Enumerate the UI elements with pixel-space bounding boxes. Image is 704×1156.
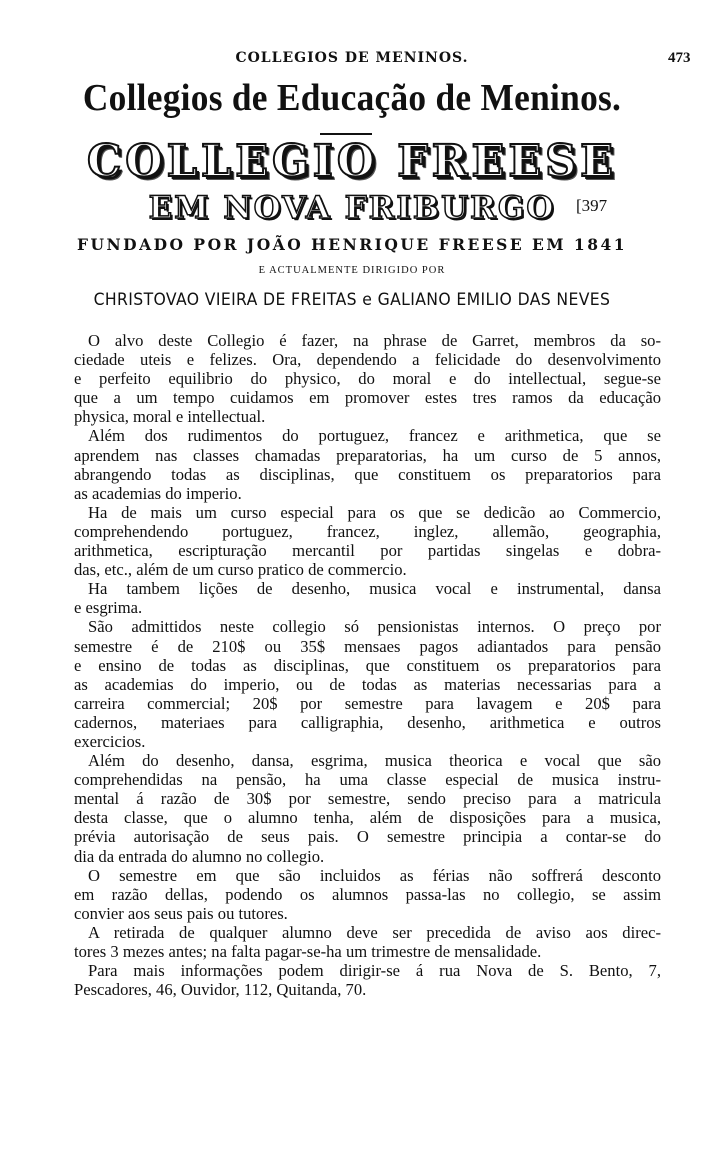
text-line: cadernos, materiaes para calligraphia, desenho, arithmetica e outros [74,712,661,732]
text-line: exercicios. [74,731,146,751]
text-line: aprendem nas classes chamadas preparatorias, ha um curso de 5 annos, [74,445,661,465]
body-text [74,331,661,999]
text-line: Para mais informações podem dirigir-se á rua Nova de S. Bento, 7, [88,961,661,981]
location-heading: EM NOVA FRIBURGO [148,190,556,226]
text-line: comprehendendo portuguez, francez, inglez, allemão, geographia, [74,521,661,541]
text-line: prévia autorisação de seus pais. O semestre principia a contar-se do [74,827,661,847]
paragraph [74,961,661,999]
paragraph [74,426,661,502]
text-line: physica, moral e intellectual. [74,407,266,427]
text-line: Além dos rudimentos do portuguez, francez e arithmetica, que se [88,426,661,446]
text-line: desta classe, que o alumno tenha, além de disposições para a musica, [74,808,661,828]
text-line: Pescadores, 46, Ouvidor, 112, Quitanda, 70. [74,980,367,1000]
text-line: Ha de mais um curso especial para os que se dedicão ao Commercio, [88,502,661,522]
directed-by-line: E ACTUALMENTE DIRIGIDO POR [258,265,446,276]
text-line: as academias do imperio, ou de todas as materias necessarias para a [74,674,661,694]
text-line: carreira commercial; 20$ por semestre para lavagem e 20$ para [74,693,661,713]
text-line: semestre é de 210$ ou 35$ mensaes pagos adiantados para pensão [74,636,661,656]
paragraph [74,503,661,579]
text-line: as academias do imperio. [74,483,242,503]
text-line: tores 3 mezes antes; na falta pagar-se-ha um trimestre de mensalidade. [74,942,542,961]
text-line: e ensino de todas as disciplinas, que constituem os preparatorios para [74,655,661,675]
paragraph [74,617,661,751]
directors-names: CHRISTOVAO VIEIRA DE FREITAS e GALIANO EMILIO DAS NEVES [93,290,611,310]
text-line: mental á razão de 30$ por semestre, sendo preciso para a matricula [74,789,661,809]
page-number: 473 [668,50,691,66]
text-line: O semestre em que são incluidos as férias não soffrerá desconto [88,865,661,885]
page-title: Collegios de Educação de Meninos. [82,77,622,119]
paragraph [74,866,661,923]
text-line: das, etc., além de um curso pratico de commercio. [74,560,407,580]
running-head: COLLEGIOS DE MENINOS. [235,50,469,66]
paragraph [74,579,661,617]
text-line: São admittidos neste collegio só pensionistas internos. O preço por [88,617,661,637]
text-line: O alvo deste Collegio é fazer, na phrase de Garret, membros da so- [88,331,661,350]
paragraph [74,923,661,961]
text-line: ciedade uteis e felizes. Ora, dependendo a felicidade do desenvolvimento [74,350,661,370]
text-line: A retirada de qualquer alumno deve ser precedida de aviso aos direc- [88,922,661,942]
text-line: Além do desenho, dansa, esgrima, musica theorica e vocal que são [88,751,661,771]
text-line: arithmetica, escripturação mercantil por partidas singelas e dobra- [74,541,661,561]
reference-number: [397 [576,196,608,215]
divider-rule [320,133,372,135]
text-line: abrangendo todas as disciplinas, que constituem os preparatorios para [74,464,661,484]
text-line: e esgrima. [74,598,143,618]
text-line: convier aos seus pais ou tutores. [74,903,288,923]
text-line: em razão dellas, podendo os alumnos passa-las no collegio, se assim [74,884,661,904]
text-line: comprehendidas na pensão, ha uma classe especial de musica instru- [74,770,661,790]
text-line: dia da entrada do alumno no collegio. [74,846,325,866]
college-name-heading: COLLEGIO FREESE [87,136,617,187]
text-line: que a um tempo cuidamos em promover estes tres ramos da educação [74,388,661,408]
paragraph [74,751,661,866]
text-line: Ha tambem lições de desenho, musica vocal e instrumental, dansa [88,579,661,599]
paragraph [74,331,661,426]
founded-line: FUNDADO POR JOÃO HENRIQUE FREESE EM 1841 [76,235,628,254]
text-line: e perfeito equilibrio do physico, do moral e do intellectual, segue-se [74,369,661,389]
